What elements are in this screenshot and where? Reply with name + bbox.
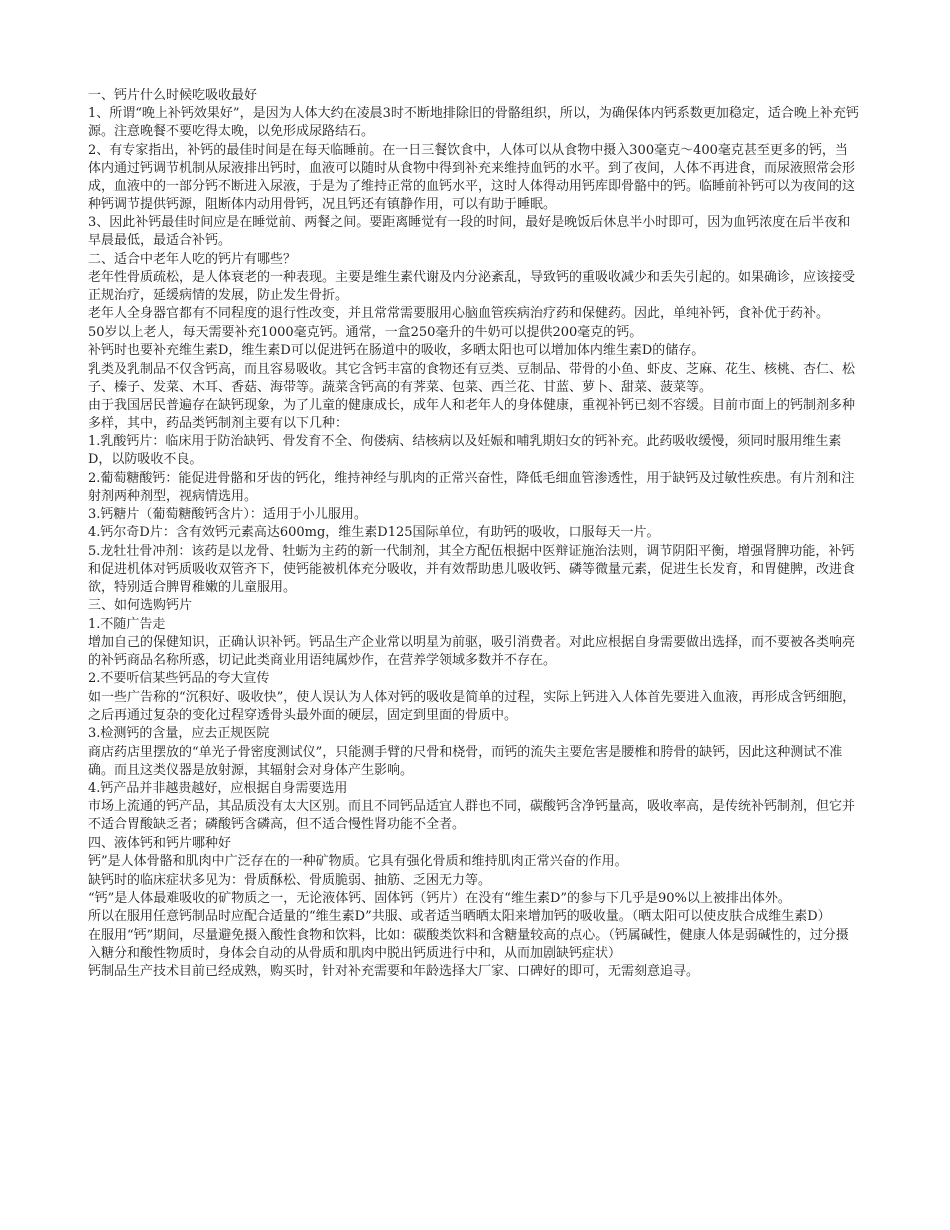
paragraph: 市场上流通的钙产品，其品质没有太大区别。而且不同钙品适宜人群也不同，碳酸钙含净钙量高，吸收率高，是传统补钙制剂，但它并不适合胃酸缺乏者；磷酸钙含磷高，但不适合慢性肾功能不全者。	[88, 799, 856, 833]
document-body	[88, 87, 860, 981]
paragraph: 在服用“钙”期间，尽量避免摄入酸性食物和饮料，比如：碳酸类饮料和含糖量较高的点心。（钙属碱性，健康人体是弱碱性的，过分摄入糖分和酸性物质时，身体会自动的从骨质和肌肉中脱出钙质进行中和，从而加剧缺钙症状）	[88, 927, 849, 961]
paragraph: 如一些广告称的“沉积好、吸收快”，使人误认为人体对钙的吸收是简单的过程，实际上钙进入人体首先要进入血液，再形成含钙细胞，之后再通过复杂的变化过程穿透骨头最外面的硬层，固定到里面的骨质中。	[88, 689, 856, 723]
paragraph: 钙制品生产技术目前已经成熟，购买时，针对补充需要和年龄选择大厂家、口碑好的即可，无需刻意追寻。	[88, 964, 700, 980]
paragraph: 50岁以上老人，每天需要补充1000毫克钙。通常，一盒250毫升的牛奶可以提供200毫克的钙。	[88, 324, 643, 340]
paragraph: 一、钙片什么时候吃吸收最好	[88, 88, 258, 103]
paragraph: 补钙时也要补充维生素D，维生素D可以促进钙在肠道中的吸收，多晒太阳也可以增加体内维生素D的储存。	[88, 343, 705, 359]
paragraph: “钙”是人体最难吸收的矿物质之一，无论液体钙、固体钙（钙片）在没有“维生素D”的参与下几乎是90%以上被排出体外。	[88, 890, 791, 906]
paragraph: 2.不要听信某些钙品的夸大宣传	[88, 671, 270, 687]
paragraph: 缺钙时的临床症状多见为：骨质酥松、骨质脆弱、抽筋、乏困无力等。	[88, 872, 492, 888]
paragraph: 增加自己的保健知识，正确认识补钙。钙品生产企业常以明星为前驱，吸引消费者。对此应根据自身需要做出选择，而不要被各类响亮的补钙商品名称所惑，切记此类商业用语纯属炒作，在营养学领域多数并不存在。	[88, 635, 856, 669]
paragraph: 3、因此补钙最佳时间应是在睡觉前、两餐之间。要距离睡觉有一段的时间，最好是晚饭后休息半小时即可，因为血钙浓度在后半夜和早晨最低，最适合补钙。	[88, 215, 851, 249]
paragraph: 2、有专家指出，补钙的最佳时间是在每天临睡前。在一日三餐饮食中，人体可以从食物中摄入300毫克～400毫克甚至更多的钙，当体内通过钙调节机制从尿液排出钙时，血液可以随时从食物中得到补充来维持血钙的水平。到了夜间，人体不再进食，而尿液照常会形成，血液中的一部分钙不断进入尿液，于是为了维持正常的血钙水平，这时人体得动用钙库即骨骼中的钙。临睡前补钙可以为夜间的这种钙调节提供钙源，阻断体内动用骨钙，况且钙还有镇静作用，可以有助于睡眠。	[88, 142, 856, 212]
paragraph: 四、液体钙和钙片哪种好	[88, 835, 232, 851]
paragraph: 乳类及乳制品不仅含钙高，而且容易吸收。其它含钙丰富的食物还有豆类、豆制品、带骨的小鱼、虾皮、芝麻、花生、核桃、杏仁、松子、榛子、发菜、木耳、香菇、海带等。蔬菜含钙高的有荠菜、包菜、西兰花、甘蓝、萝卜、甜菜、菠菜等。	[88, 361, 856, 395]
paragraph: 5.龙牡壮骨冲剂：该药是以龙骨、牡蛎为主药的新一代制剂，其全方配伍根据中医辩证施治法则，调节阴阳平衡，增强肾脾功能，补钙和促进机体对钙质吸收双管齐下，使钙能被机体充分吸收，并有效帮助患儿吸收钙、磷等微量元素，促进生长发育，和胃健脾，改进食欲，特别适合脾胃稚嫩的儿童服用。	[88, 543, 856, 595]
paragraph: 1、所谓“晚上补钙效果好”，是因为人体大约在凌晨3时不断地排除旧的骨骼组织，所以，为确保体内钙系数更加稳定，适合晚上补充钙源。注意晚餐不要吃得太晚，以免形成尿路结石。	[88, 106, 859, 140]
paragraph: 2.葡萄糖酸钙：能促进骨骼和牙齿的钙化，维持神经与肌肉的正常兴奋性，降低毛细血管渗透性，用于缺钙及过敏性疾患。有片剂和注射剂两种剂型，视病情选用。	[88, 470, 855, 504]
paragraph: 4.钙产品并非越贵越好，应根据自身需要选用	[88, 780, 348, 796]
paragraph: 1.乳酸钙片：临床用于防治缺钙、骨发育不全、佝偻病、结核病以及妊娠和哺乳期妇女的钙补充。此药吸收缓慢，须同时服用维生素D，以防吸收不良。	[88, 434, 842, 468]
paragraph: 老年性骨质疏松，是人体衰老的一种表现。主要是维生素代谢及内分泌紊乱，导致钙的重吸收减少和丢失引起的。如果确诊，应该接受正规治疗，延缓病情的发展，防止发生骨折。	[88, 269, 856, 303]
paragraph: 所以在服用任意钙制品时应配合适量的“维生素D”共服、或者适当晒晒太阳来增加钙的吸收量。（晒太阳可以使皮肤合成维生素D）	[88, 909, 831, 925]
paragraph: 3.检测钙的含量，应去正规医院	[88, 726, 270, 742]
paragraph: 钙”是人体骨骼和肌肉中广泛存在的一种矿物质。它具有强化骨质和维持肌肉正常兴奋的作用。	[88, 854, 628, 870]
paragraph: 老年人全身器官都有不同程度的退行性改变，并且常常需要服用心脑血管疾病治疗药和保健药。因此，单纯补钙，食补优于药补。	[88, 306, 830, 322]
paragraph: 二、适合中老年人吃的钙片有哪些？	[88, 251, 297, 267]
paragraph: 1.不随广告走	[88, 616, 166, 632]
paragraph: 商店药店里摆放的“单光子骨密度测试仪”，只能测手臂的尺骨和桡骨，而钙的流失主要危害是腰椎和胯骨的缺钙，因此这种测试不准确。而且这类仪器是放射源，其辐射会对身体产生影响。	[88, 744, 843, 778]
paragraph: 由于我国居民普遍存在缺钙现象，为了儿童的健康成长，成年人和老年人的身体健康，重视补钙已刻不容缓。目前市面上的钙制剂多种多样，其中，药品类钙制剂主要有以下几种：	[88, 397, 856, 431]
paragraph: 3.钙糖片（葡萄糖酸钙含片）：适用于小儿服用。	[88, 507, 367, 523]
paragraph: 4.钙尔奇D片：含有效钙元素高达600mg，维生素D125国际单位，有助钙的吸收，口服每天一片。	[88, 525, 660, 541]
paragraph: 三、如何选购钙片	[88, 598, 193, 614]
